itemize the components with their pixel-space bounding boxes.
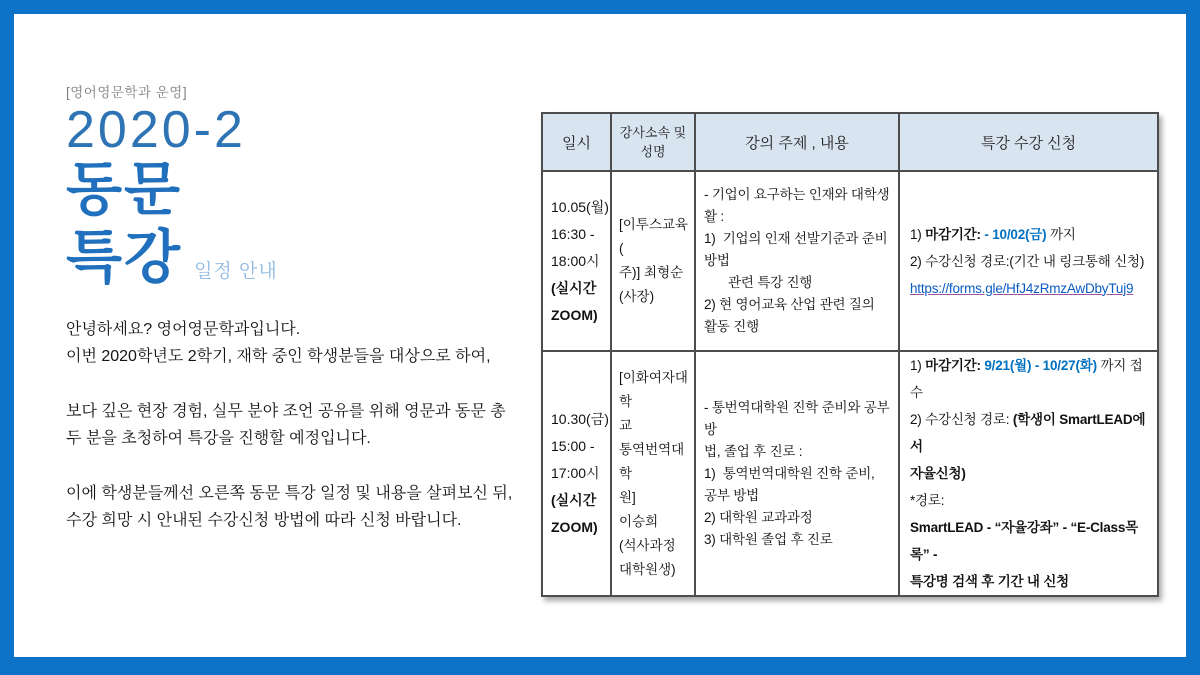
- datetime-line: (실시간: [551, 279, 597, 296]
- text-run: 자율신청): [910, 466, 966, 481]
- column-header: 강사소속 및 성명: [611, 113, 695, 171]
- cell-datetime: [542, 351, 611, 596]
- topic-line: 관련 특강 진행: [728, 275, 813, 290]
- instructor-line: 이승희: [619, 513, 659, 529]
- column-header: 강의 주제 , 내용: [695, 113, 899, 171]
- instructor-line: 교: [619, 417, 633, 433]
- text-run: 2) 수강신청 경로:: [910, 412, 1013, 427]
- registration-line: [910, 275, 1147, 302]
- registration-line: [910, 406, 1147, 460]
- intro-paragraph: 안녕하세요? 영어영문학과입니다. 이번 2020학년도 2학기, 재학 중인 학생분들을 대상으로 하여,: [66, 321, 491, 365]
- instructor-line: 주)] 최형순: [619, 265, 684, 280]
- intro-text: [66, 316, 514, 534]
- cell-instructor: [611, 351, 695, 596]
- datetime-line: 15:00 -: [551, 438, 595, 454]
- cell-registration: [899, 351, 1158, 596]
- text-run: - 10/02(금): [984, 226, 1047, 242]
- topic-line: 2) 현 영어교육 산업 관련 질의 활동 진행: [704, 297, 879, 334]
- instructor-line: [이투스교육(: [619, 217, 688, 256]
- topic-line: 2) 대학원 교과과정: [704, 509, 813, 525]
- page-title-line2: 특강: [66, 225, 183, 290]
- text-run: SmartLEAD - “자율강좌” - “E-Class목록” -: [910, 520, 1138, 562]
- cell-datetime: [542, 171, 611, 351]
- registration-line: [910, 221, 1147, 248]
- table-row: [542, 171, 1158, 351]
- text-run: 9/21(월) - 10/27(화): [984, 358, 1097, 373]
- text-run: 까지 접수: [910, 358, 1143, 400]
- instructor-line: (사장): [619, 289, 655, 304]
- cell-topic: [695, 351, 899, 596]
- department-eyebrow: [영어영문학과 운영]: [66, 85, 188, 100]
- instructor-line: 대학원생): [619, 561, 676, 577]
- datetime-line: 17:00시: [551, 465, 600, 481]
- datetime-line: 18:00시: [551, 252, 600, 269]
- registration-line: [910, 568, 1147, 595]
- registration-line: [910, 460, 1147, 487]
- text-run: 특강명 검색 후 기간 내 신청: [910, 574, 1070, 589]
- instructor-line: 원]: [619, 489, 636, 505]
- datetime-line: 10.05(월): [551, 198, 609, 215]
- cell-topic: [695, 171, 899, 351]
- datetime-line: ZOOM): [551, 306, 598, 323]
- datetime-line: 16:30 -: [551, 225, 595, 242]
- text-run: 마감기간:: [925, 358, 985, 373]
- semester-year: 2020-2: [66, 101, 246, 159]
- registration-line: [910, 352, 1147, 406]
- topic-line: 3) 대학원 졸업 후 진로: [704, 531, 833, 547]
- registration-line: [910, 514, 1147, 568]
- datetime-line: (실시간: [551, 492, 597, 508]
- topic-line: 1) 통역번역대학원 진학 준비, 공부 방법: [704, 465, 879, 503]
- datetime-line: 10.30(금): [551, 411, 609, 427]
- schedule-table-wrap: [541, 112, 1159, 597]
- instructor-line: (석사과정: [619, 537, 676, 553]
- datetime-line: ZOOM): [551, 519, 598, 535]
- schedule-table: [541, 112, 1159, 597]
- text-run: 2) 수강신청 경로:(기간 내 링크통해 신청): [910, 253, 1145, 269]
- page-title-line1: 동문: [66, 157, 183, 222]
- instructor-line: [이화여자대학: [619, 369, 688, 409]
- table-header-row: [542, 113, 1158, 171]
- intro-paragraph: 이에 학생분들께선 오른쪽 동문 특강 일정 및 내용을 살펴보신 뒤, 수강 희망 시 안내된 수강신청 방법에 따라 신청 바랍니다.: [66, 485, 513, 529]
- cell-registration: [899, 171, 1158, 351]
- text-run: 1): [910, 226, 926, 242]
- instructor-line: 통역번역대학: [619, 441, 685, 481]
- table-row: [542, 351, 1158, 596]
- text-run: 1): [910, 358, 926, 373]
- registration-link[interactable]: https://forms.gle/HfJ4zRmzAwDbyTuj9: [910, 280, 1134, 296]
- text-run: 까지: [1046, 226, 1076, 242]
- page-subtitle: 일정 안내: [194, 261, 278, 282]
- intro-paragraph: 보다 깊은 현장 경험, 실무 분야 조언 공유를 위해 영문과 동문 총 두 분을 초청하여 특강을 진행할 예정입니다.: [66, 403, 506, 447]
- topic-line: 1) 기업의 인재 선발기준과 준비 방법: [704, 231, 892, 268]
- column-header: 특강 수강 신청: [899, 113, 1158, 171]
- topic-line: 법, 졸업 후 진로 :: [704, 443, 803, 459]
- topic-line: - 기업이 요구하는 인재와 대학생활 :: [704, 187, 890, 224]
- text-run: *경로:: [910, 493, 945, 508]
- page-title-row: [66, 224, 514, 292]
- title-block: [66, 84, 514, 562]
- column-header: 일시: [542, 113, 611, 171]
- cell-instructor: [611, 171, 695, 351]
- registration-line: [910, 487, 1147, 514]
- text-run: (학생이 SmartLEAD에서: [910, 412, 1146, 454]
- table-body: [542, 171, 1158, 596]
- registration-line: [910, 248, 1147, 275]
- text-run: 마감기간:: [925, 226, 985, 242]
- topic-line: - 통번역대학원 진학 준비와 공부 방: [704, 399, 893, 437]
